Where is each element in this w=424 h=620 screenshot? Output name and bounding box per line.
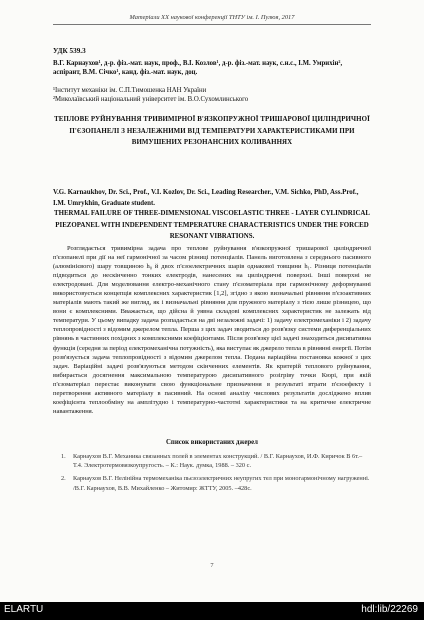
authors-ua: В.Г. Карнаухов¹, д-р. фіз.-мат. наук, проф., В.І. Козлов¹, д-р. фіз.-мат. наук, с.н.с., І.М. Умрихін², аспірант, В.М. Січко¹, канд. фіз.-мат. наук, доц. — [53, 60, 343, 76]
udc-code: УДК 539.3 — [53, 47, 86, 55]
page-number: 7 — [210, 562, 214, 569]
header-divider — [53, 24, 371, 25]
running-header: Матеріали XX наукової конференції ТНТУ ім. І. Пулюя, 2017 — [129, 14, 295, 21]
title-english: THERMAL FAILURE OF THREE-DIMENSIONAL VISCOELASTIC THREE - LAYER CYLINDRICAL PIEZOPANEL WITH INDEPENDENT TEMPERATURE CHARACTERISTICS UNDER THE FORCED RESONANT VIBRATIONS. — [53, 210, 370, 240]
affiliation-2: ²Миколаївський національний університет ім. В.О.Сухомлинського — [53, 96, 249, 104]
references-list — [53, 452, 371, 497]
repository-name[interactable]: ELARTU — [4, 604, 44, 615]
reference-number: 2. — [61, 475, 66, 483]
reference-text: Карнаухов В.Г. Механика связанных полей в элементах конструкций. / В.Г. Карнаухов, И.Ф. Киричок В 6т.–Т.4. Электротермовязкоупругость. – К.: Наук. думка, 1988. – 320 с. — [73, 453, 363, 470]
repository-footer-bar — [0, 602, 424, 620]
reference-number: 1. — [61, 453, 66, 460]
references-heading: Список використаних джерел — [166, 439, 258, 446]
reference-item — [53, 452, 371, 470]
reference-item — [53, 474, 371, 492]
handle-link[interactable]: hdl:lib/22269 — [361, 604, 418, 615]
reference-text: Карнаухов В.Г. Нелінійна термомеханіка пьєзоэлектричних неупругих тел при моногармонічному нагруженні. /В.Г. Карнаухов, В.В. Михайленко – Житомир: ЖТТУ, 2005. –428с. — [73, 475, 370, 492]
affiliations — [53, 86, 371, 105]
abstract-body: Розглядається тривимірна задача про теплове руйнування в'язкопружної тришарової циліндричної п'єзопанелі при дії на неї гармонічної за часом різниці потенціалів. Панель виготовлена з середнього пасивного (алюмінієвого) шару товщиною h₀ й двох п'єзоелектричних шарів однакової товщини h₁. Різниця потенціалів підводиться до нескінченно тонких електродів, нанесених на циліндричні поверхні. Інші поверхні не електродовані. Для моделювання електро-механічного стану п'єзоматеріала при гармонічному деформуванні використовується концепція комплексних характеристик [1,2], згідно з якою визначальні рівняння п'єзоактивних матеріалів мають такий же вигляд, як і визначальні рівняння для пружного матеріалу з тією лише різницею, що вони є комплексними. Вважається, що дійсна й уявна складові комплексних характеристик не залежать від температури. У цьому випадку задача розпадається на дві незалежні задачі: 1) задачу електромеханіки і 2) задачу теплопровідності з відомим джерелом тепла. Перша з цих задач зводиться до розв'язку системи диференціальних рівнянь в частинних похідних з комплексними коефіцієнтами. Після розв'язку цієї задачі знаходиться дисипативна функція (середня за період електромеханічна потужність), яка виступає як джерело тепла в рівнянні енергії. Потім розв'язується задача теплопровідності з відомим джерелом тепла. Подана варіаційна постановка кожної з цих задач. Варіаційні задачі розв'язуються методом скінченних елементів. Як критерій теплового руйнування, вибирається досягнення максимальною температурою дисипативного розігріву точки Кюрі, при якій п'єзоматеріал перестає виконувати свою функціональне призначення в результаті втрати п'єзоефекту і перетворення активного матеріалу в пасивний. На основі аналізу числових результатів досліджено вплив коефіцієнта теплообміну на амплітудно і температурно-частотні характеристики та на критичне електричне навантаження. — [53, 245, 371, 415]
title-ukrainian: ТЕПЛОВЕ РУЙНУВАННЯ ТРИВИМІРНОЇ В'ЯЗКОПРУЖНОЇ ТРИШАРОВОЇ ЦИЛІНДРИЧНОЇ П'ЄЗОПАНЕЛІ З НЕЗАЛЕЖНИМИ ВІД ТЕМПЕРАТУРИ ХАРАКТЕРИСТИКАМИ ПРИ ВИМУШЕНИХ РЕЗОНАНСНИХ КОЛИВАННЯХ — [54, 116, 370, 146]
affiliation-1: ¹Інститут механіки ім. С.П.Тимошенка НАН України — [53, 87, 207, 94]
authors-english: V.G. Karnaukhov, Dr. Sci., Prof., V.I. Kozlov, Dr. Sci., Leading Researcher., V.M. Sichko, PhD, Ass.Prof., I.M. Umrykhin, Graduate student. — [53, 189, 359, 208]
